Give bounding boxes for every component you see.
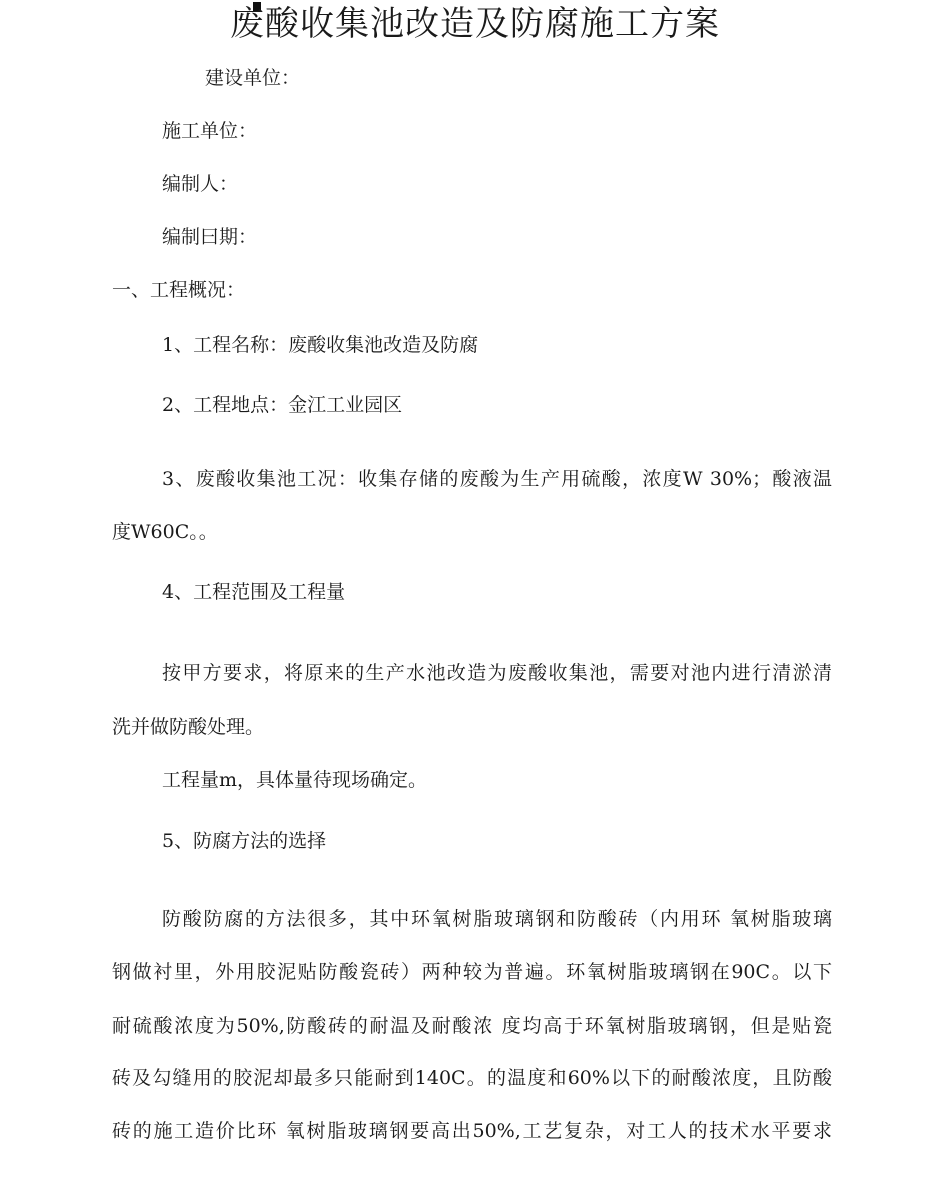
quantity-line: 工程量m，具体量待现场确定。 xyxy=(162,769,428,791)
date-field: 编制曰期： xyxy=(162,226,258,248)
method-line-3: 耐硫酸浓度为50%,防酸砖的耐温及耐酸浓 度均高于环氧树脂玻璃钢，但是贴瓷 xyxy=(112,1015,832,1037)
pool-condition-line-1: 3、废酸收集池工况：收集存储的废酸为生产用硫酸，浓度W 30%；酸液温 xyxy=(162,468,832,490)
section-heading: 一、工程概况： xyxy=(112,279,246,301)
scope-heading: 4、工程范围及工程量 xyxy=(162,581,346,603)
scope-line-2: 洗并做防酸处理。 xyxy=(112,716,265,738)
scope-line-1: 按甲方要求，将原来的生产水池改造为废酸收集池，需要对池内进行清淤清 xyxy=(162,662,832,684)
method-line-5: 砖的施工造价比环 氧树脂玻璃钢要高出50%,工艺复杂，对工人的技术水平要求 xyxy=(112,1120,832,1142)
project-name: 1、工程名称：废酸收集池改造及防腐 xyxy=(162,334,479,356)
method-line-1: 防酸防腐的方法很多，其中环氧树脂玻璃钢和防酸砖（内用环 氧树脂玻璃 xyxy=(162,908,832,930)
document-title: 废酸收集池改造及防腐施工方案 xyxy=(230,4,720,44)
method-heading: 5、防腐方法的选择 xyxy=(162,830,327,852)
pool-condition-line-2: 度W60C。。 xyxy=(112,521,218,543)
author-field: 编制人： xyxy=(162,173,239,195)
method-line-4: 砖及勾缝用的胶泥却最多只能耐到140C。的温度和60%以下的耐酸浓度，且防酸 xyxy=(112,1067,832,1089)
contractor-field: 施工单位： xyxy=(162,120,258,142)
method-line-2: 钢做衬里，外用胶泥贴防酸瓷砖）两种较为普遍。环氧树脂玻璃钢在90C。以下 xyxy=(112,961,832,983)
project-location: 2、工程地点：金江工业园区 xyxy=(162,394,403,416)
owner-field: 建设单位： xyxy=(205,67,301,89)
